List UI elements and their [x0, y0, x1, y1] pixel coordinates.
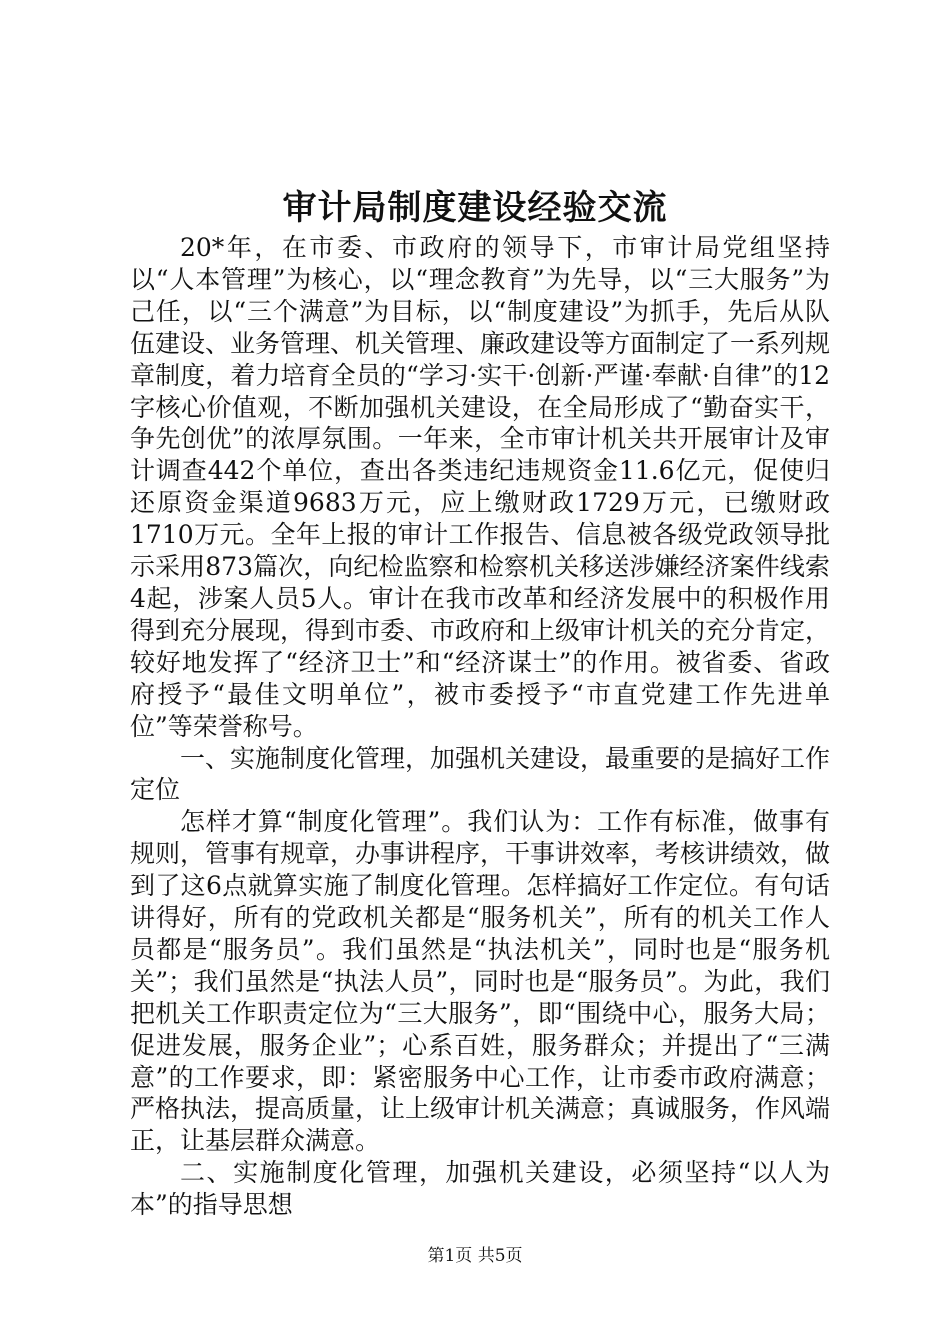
page-footer: 第1页 共5页: [427, 1246, 523, 1266]
paragraph-section-1: 怎样才算“制度化管理”。我们认为：工作有标准，做事有规则，管事有规章，办事讲程序，干事讲效率，考核讲绩效，做到了这6点就算实施了制度化管理。怎样搞好工作定位。有句话讲得好，所有的党政机关都是“服务机关”，所有的机关工作人员都是“服务员”。我们虽然是“执法机关”，同时也是“服务机关”；我们虽然是“执法人员”，同时也是“服务员”。为此，我们把机关工作职责定位为“三大服务”，即“围绕中心，服务大局；促进发展，服务企业”；心系百姓，服务群众；并提出了“三满意”的工作要求，即：紧密服务中心工作，让市委市政府满意；严格执法，提高质量，让上级审计机关满意；真诚服务，作风端正，让基层群众满意。: [130, 807, 831, 1156]
section-heading-1: 一、实施制度化管理，加强机关建设，最重要的是搞好工作定位: [130, 743, 831, 805]
document-title: 审计局制度建设经验交流: [282, 188, 668, 228]
paragraph-intro: 20*年，在市委、市政府的领导下，市审计局党组坚持以“人本管理”为核心，以“理念教育”为先导，以“三大服务”为己任，以“三个满意”为目标，以“制度建设”为抓手，先后从队伍建设、业务管理、机关管理、廉政建设等方面制定了一系列规章制度，着力培育全员的“学习·实干·创新·严谨·奉献·自律”的12字核心价值观，不断加强机关建设，在全局形成了“勤奋实干，争先创优”的浓厚氛围。一年来，全市审计机关共开展审计及审计调查442个单位，查出各类违纪违规资金11.6亿元，促使归还原资金渠道9683万元，应上缴财政1729万元，已缴财政1710万元。全年上报的审计工作报告、信息被各级党政领导批示采用873篇次，向纪检监察和检察机关移送涉嫌经济案件线索4起，涉案人员5人。审计在我市改革和经济发展中的积极作用得到充分展现，得到市委、市政府和上级审计机关的充分肯定，较好地发挥了“经济卫士”和“经济谋士”的作用。被省委、省政府授予“最佳文明单位”，被市委授予“市直党建工作先进单位”等荣誉称号。: [130, 233, 831, 741]
document-body: [130, 232, 830, 1221]
section-heading-2: 二、实施制度化管理，加强机关建设，必须坚持“以人为本”的指导思想: [130, 1158, 830, 1220]
